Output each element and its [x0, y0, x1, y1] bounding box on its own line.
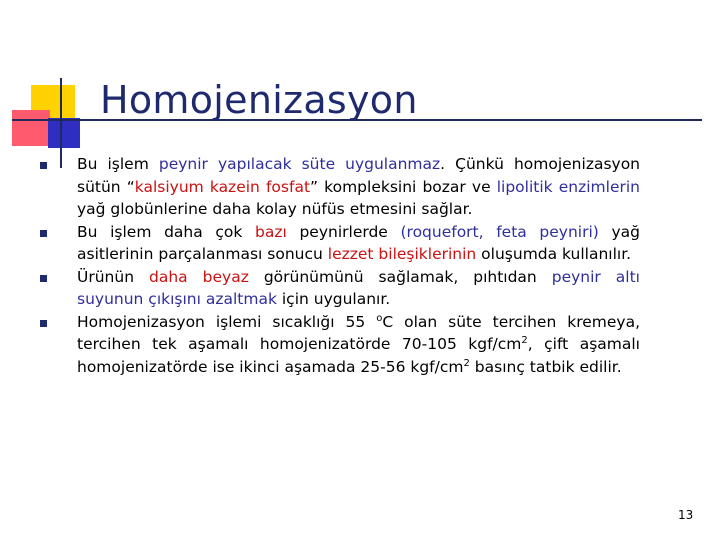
highlighted-text: kalsiyum kazein fosfat — [134, 177, 311, 196]
highlighted-text: lipolitik enzimlerin — [496, 177, 640, 196]
bullet-text — [77, 266, 640, 311]
text-run: yağ globünlerine daha kolay nüfüs etmesini sağlar. — [77, 200, 473, 218]
text-run: ” kompleksini bozar ve — [310, 177, 497, 196]
text-run: için uygulanır. — [276, 290, 391, 308]
bullet-item — [0, 221, 640, 266]
bullet-item — [0, 153, 640, 221]
text-run: görünümünü sağlamak, pıhtıdan — [248, 267, 552, 286]
page-number: 13 — [678, 508, 694, 522]
bullet-list — [0, 153, 720, 378]
square-bullet-icon — [40, 230, 47, 237]
highlighted-text: (roquefort, feta peyniri) — [400, 222, 599, 241]
highlighted-text: peynir altı suyunun çıkışını azaltmak — [77, 267, 640, 308]
bullet-text — [77, 153, 640, 221]
text-run: yağ asitlerinin parçalanması sonucu — [77, 222, 641, 263]
superscript: o — [376, 312, 383, 324]
bullet-item — [0, 266, 640, 311]
text-run: Bu işlem — [77, 155, 159, 173]
highlighted-text: bazı — [255, 222, 287, 241]
square-bullet-icon — [40, 162, 47, 169]
bullet-text — [77, 221, 640, 266]
superscript: 2 — [521, 334, 528, 346]
decor-pink-square — [12, 110, 50, 146]
text-run: Bu işlem daha çok — [77, 222, 256, 241]
highlighted-text: lezzet bileşiklerinin — [327, 245, 477, 263]
text-run: . Çünkü homojenizasyon sütün “ — [77, 155, 641, 196]
text-run: Homojenizasyon işlemi sıcaklığı 55 — [77, 312, 377, 331]
superscript: 2 — [463, 357, 470, 369]
highlighted-text: peynir yapılacak süte uygulanmaz — [158, 155, 441, 173]
text-run: , çift aşamalı homojenizatörde ise ikinci aşamada 25-56 kgf/cm — [77, 335, 640, 376]
slide-title: Homojenizasyon — [100, 78, 418, 122]
text-run: basınç tatbik edilir. — [469, 357, 622, 376]
decor-blue-square — [48, 118, 80, 148]
text-run: oluşumda kullanılır. — [476, 245, 632, 263]
square-bullet-icon — [40, 275, 47, 282]
bullet-text — [77, 311, 640, 379]
bullet-item — [0, 311, 640, 379]
text-run: Ürünün — [77, 267, 149, 286]
text-run: peynirlerde — [286, 222, 401, 241]
highlighted-text: daha beyaz — [149, 267, 249, 286]
square-bullet-icon — [40, 320, 47, 327]
text-run: C olan süte tercihen kremeya, tercihen tek aşamalı homojenizatörde 70-105 kgf/cm — [77, 312, 640, 353]
